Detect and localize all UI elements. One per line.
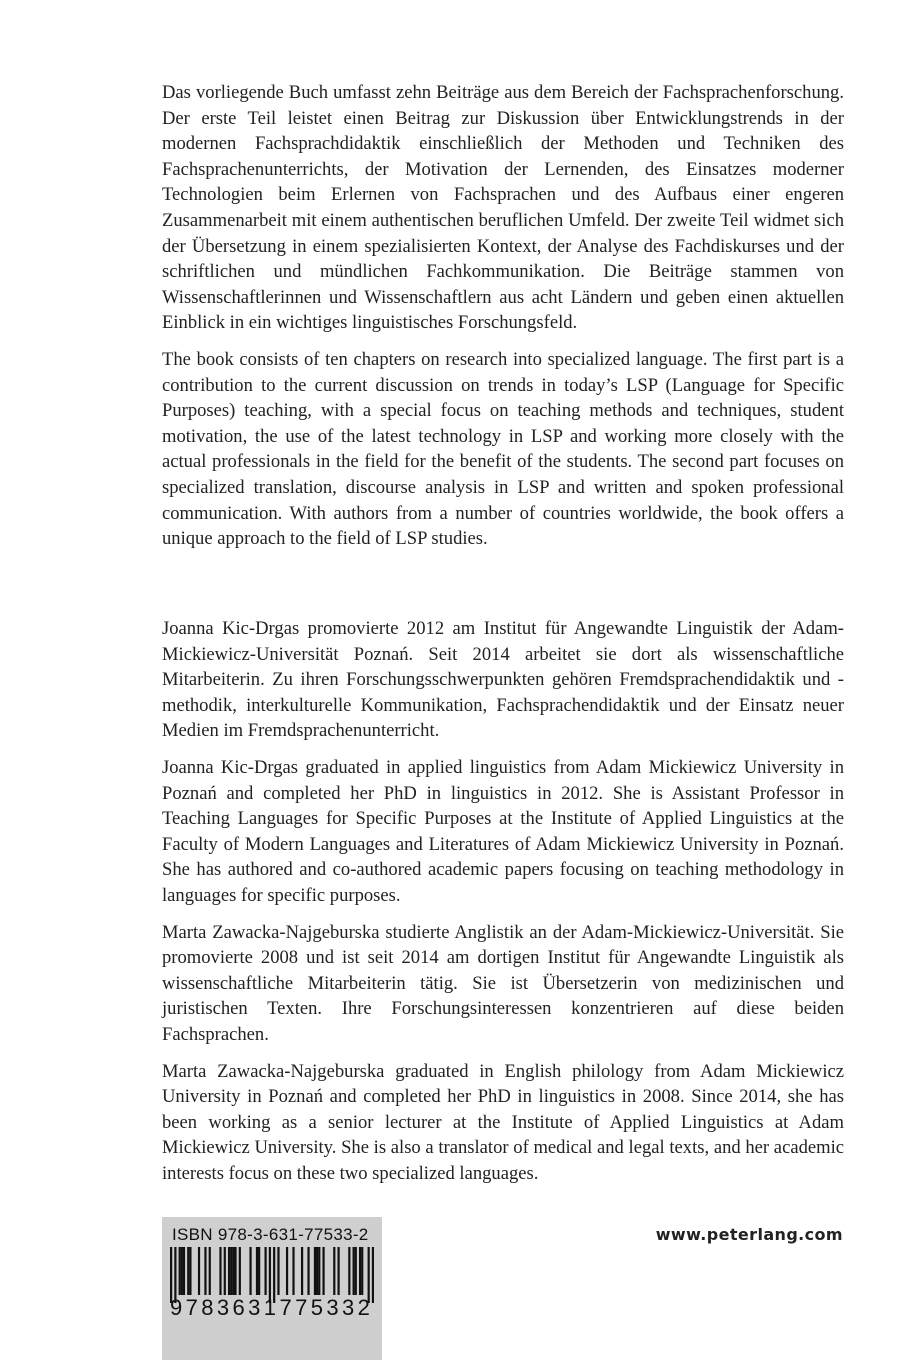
barcode-bar [318,1247,320,1295]
barcode-bar [348,1247,350,1295]
barcode-bar [337,1247,339,1295]
barcode-bar [256,1247,258,1295]
barcode-bar [228,1247,230,1295]
bio-zawacka-english: Marta Zawacka-Najgeburska graduated in English philology from Adam Mickiewicz University in Poznań and completed her PhD in linguistics in 2008. Since 2014, she has been working as a senior lecturer at the Institute of Applied Linguistics at Adam Mickiewicz University. She is also a translator of medical and legal texts, and her academic interests focus on these two specialized languages. [162,1060,844,1184]
isbn-barcode-box [162,1217,382,1360]
bio-kic-drgas-english: Joanna Kic-Drgas graduated in applied linguistics from Adam Mickiewicz University in Poznań and completed her PhD in linguistics in 2012. She is Assistant Professor in Teaching Languages for Specific Purposes at the Institute of Applied Linguistics at the Faculty of Modern Languages and Literatures of Adam Mickiewicz University in Poznań. She has authored and co-authored academic papers focusing on teaching methodology in languages for specific purposes. [162,756,844,906]
bio-zawacka-german: Marta Zawacka-Najgeburska studierte Anglistik an der Adam-Mickiewicz-Universität. Sie promovierte 2008 und ist seit 2014 am dortigen Institut für Angewandte Linguistik als wissenschaftliche Mitarbeiterin tätig. Sie ist Übersetzerin von medizinischen und juristischen Texten. Ihre Forschungsinteressen konzentrieren auf diese beiden Fachsprachen. [162,921,844,1045]
barcode-bar [286,1247,288,1295]
barcode-bar [189,1247,191,1295]
barcode-bar [333,1247,335,1295]
barcode-bar [198,1247,200,1295]
bio-kic-drgas-german: Joanna Kic-Drgas promovierte 2012 am Institut für Angewandte Linguistik der Adam-Mickiewicz-Universität Poznań. Seit 2014 arbeitet sie dort als wissenschaftliche Mitarbeiterin. Zu ihren Forschungsschwerpunkten gehören Fremdsprachendidaktik und -methodik, interkulturelle Kommunikation, Fachsprachendidaktik und der Einsatz neuer Medien im Fremdsprachenunterricht. [162,618,844,742]
barcode-bar [301,1247,303,1295]
barcode-bar [307,1247,309,1295]
barcode-bar [359,1247,361,1295]
author-biographies [162,616,844,1197]
barcode-bar [209,1247,211,1295]
barcode-bar [316,1247,318,1295]
barcode-bar [239,1247,241,1295]
barcode-bar [183,1247,185,1295]
barcode-bar [264,1247,266,1295]
barcode-bar [249,1247,251,1295]
barcode-bar [355,1247,357,1295]
isbn-label: ISBN 978-3-631-77533-2 [172,1225,369,1244]
barcode-bar [322,1247,324,1295]
barcode-bar [232,1247,234,1295]
barcode-bar [258,1247,260,1295]
publisher-url: www.peterlang.com [655,1225,843,1244]
barcode-bar [277,1247,279,1295]
barcode-bar [179,1247,181,1295]
barcode-digits: 9783631775332 [170,1295,374,1320]
barcode-bar [187,1247,189,1295]
barcode-bar [314,1247,316,1295]
book-description [162,80,844,563]
barcode-bar [181,1247,183,1295]
description-english: The book consists of ten chapters on research into specialized language. The first part is a contribution to the current discussion on trends in today’s LSP (Language for Specific Purposes) teaching, with a special focus on teaching methods and techniques, student motivation, the use of the latest technology in LSP and working more closely with the actual professionals in the field for the benefit of the students. The second part focuses on specialized translation, discourse analysis in LSP and written and spoken professional communication. With authors from a number of countries worldwide, the book offers a unique approach to the field of LSP studies. [162,348,844,550]
description-german: Das vorliegende Buch umfasst zehn Beiträge aus dem Bereich der Fachsprachenforschung. Der erste Teil leistet einen Beitrag zur Diskussion über Entwicklungstrends in der modernen Fachsprachdidaktik einschließlich der Methoden und Techniken des Fachsprachenunterrichts, der Motivation der Lernenden, des Einsatzes moderner Technologien beim Erlernen von Fachsprachen und des Aufbaus einer engeren Zusammenarbeit mit einem authentischen beruflichen Umfeld. Der zweite Teil widmet sich der Übersetzung in einem spezialisierten Kontext, der Analyse des Fachdiskurses und der schriftlichen und mündlichen Fachkommunikation. Die Beiträge stammen von Wissenschaftlerinnen und Wissenschaftlern aus acht Ländern und geben einen aktuellen Einblick in ein wichtiges linguistisches Forschungsfeld. [162,82,844,334]
barcode-bar [219,1247,221,1295]
barcode-bar [361,1247,363,1295]
barcode-bar [230,1247,232,1295]
barcode-bar [204,1247,206,1295]
barcode-bar [292,1247,294,1295]
barcode-bar [224,1247,226,1295]
barcode-bar [234,1247,236,1295]
barcode-bar [353,1247,355,1295]
